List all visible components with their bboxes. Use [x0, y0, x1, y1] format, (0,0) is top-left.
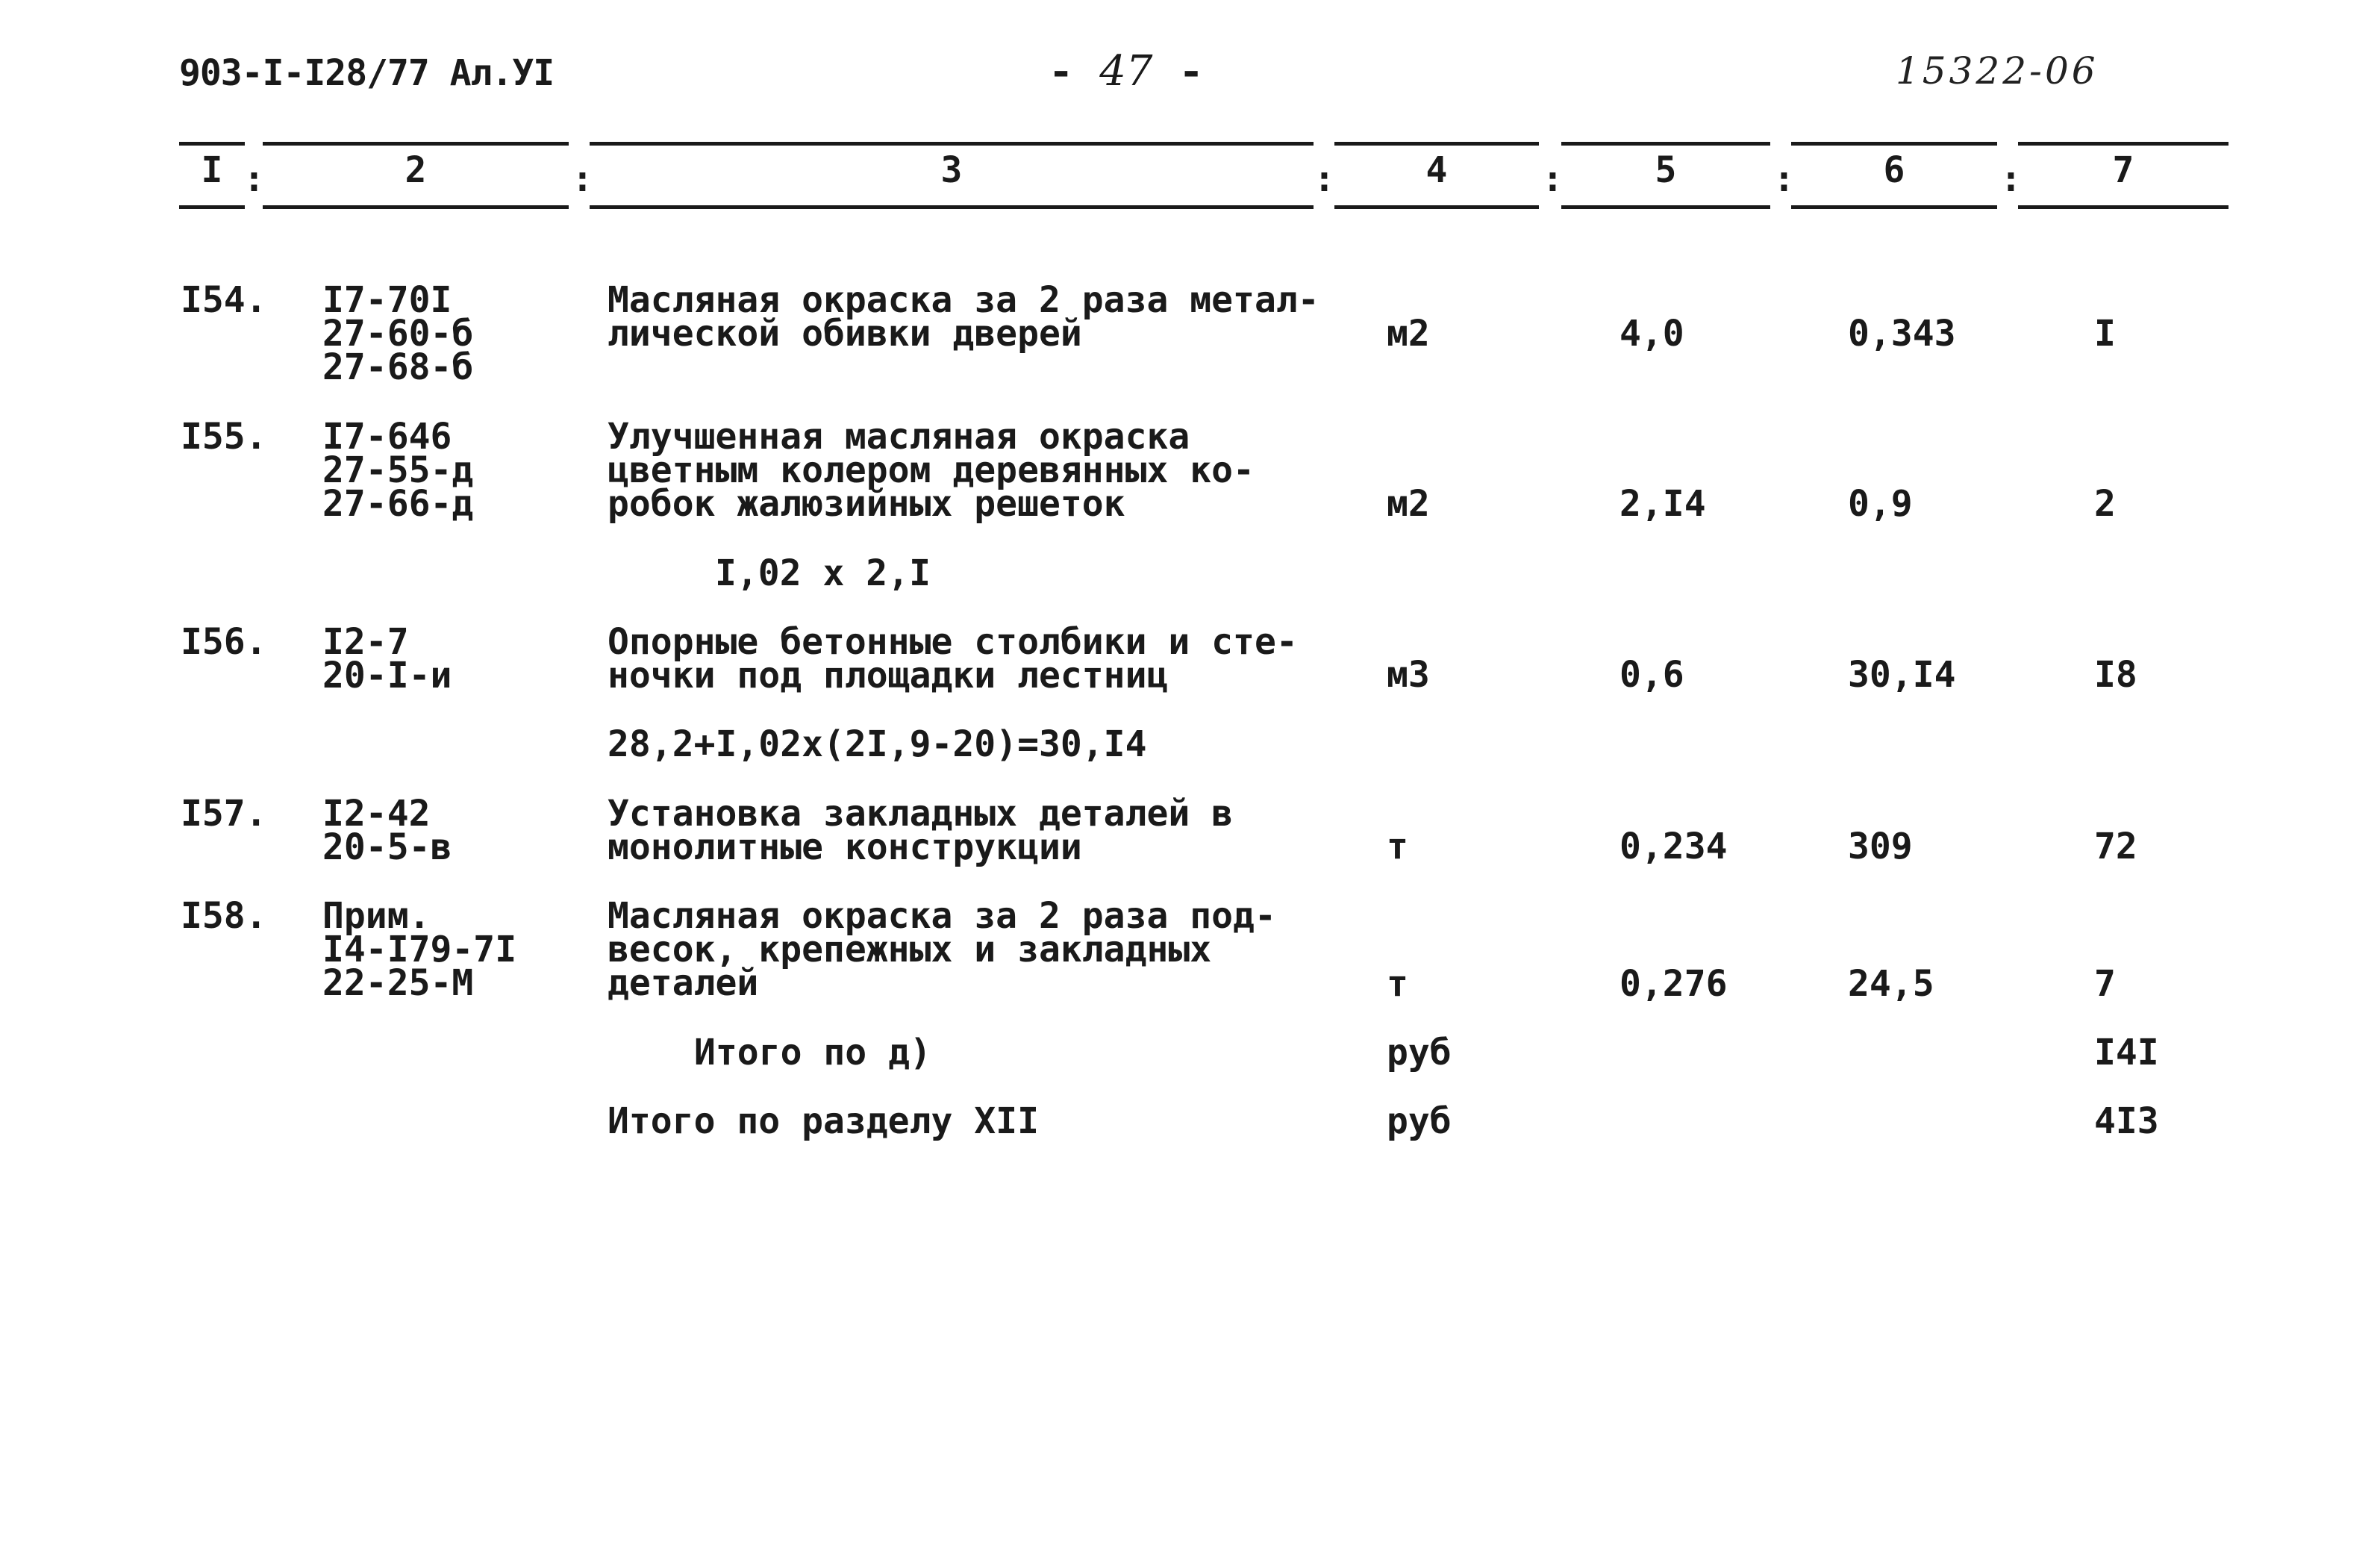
row-unit: м2	[1387, 483, 1430, 525]
column-separator: :	[1542, 158, 1564, 200]
row-code: Прим. I4-I79-7I 22-25-М	[322, 895, 517, 1004]
row-price: 309	[1848, 826, 1913, 867]
column-separator: :	[1773, 158, 1795, 200]
row-calculation: I,02 х 2,I	[715, 552, 931, 594]
document-code: 903-I-I28/77 Ал.УI	[179, 52, 555, 94]
row-total: I	[2094, 313, 2116, 355]
row-number: I54.	[181, 279, 267, 321]
row-unit: т	[1387, 826, 1408, 867]
column-header-3: 3	[590, 142, 1314, 209]
row-code: I7-646 27-55-д 27-66-д	[322, 416, 474, 525]
column-header-7: 7	[2018, 142, 2228, 209]
row-price: 24,5	[1848, 963, 1934, 1005]
row-quantity: 2,I4	[1620, 483, 1706, 525]
row-code: I2-42 20-5-в	[322, 793, 452, 868]
column-header-2: 2	[263, 142, 569, 209]
row-code: I7-70I 27-60-б 27-68-б	[322, 279, 474, 388]
row-description: Масляная окраска за 2 раза под- весок, крепежных и закладных деталей	[608, 895, 1276, 1004]
column-header-5: 5	[1561, 142, 1770, 209]
row-code: I2-7 20-I-и	[322, 621, 452, 696]
row-quantity: 4,0	[1620, 313, 1684, 355]
row-description: Установка закладных деталей в монолитные конструкции	[608, 793, 1234, 868]
subtotal-unit: руб	[1387, 1032, 1452, 1073]
row-description: Улучшенная масляная окраска цветным колером деревянных ко- робок жалюзийных решеток	[608, 416, 1255, 525]
row-quantity: 0,276	[1620, 963, 1728, 1005]
row-number: I56.	[181, 621, 267, 663]
column-separator: :	[1314, 158, 1335, 200]
row-unit: т	[1387, 963, 1408, 1005]
section-total-label: Итого по разделу XII	[608, 1100, 1039, 1142]
row-unit: м2	[1387, 313, 1430, 355]
page-number-value: 47	[1099, 47, 1153, 96]
row-number: I55.	[181, 416, 267, 458]
row-number: I57.	[181, 793, 267, 835]
row-description: Опорные бетонные столбики и сте- ночки под площадки лестниц	[608, 621, 1298, 696]
subtotal-label: Итого по д)	[694, 1032, 931, 1073]
row-description: Масляная окраска за 2 раза метал- лической обивки дверей	[608, 279, 1319, 355]
row-total: 2	[2094, 483, 2116, 525]
column-header-1: I	[179, 142, 245, 209]
row-unit: м3	[1387, 654, 1430, 696]
column-header-4: 4	[1334, 142, 1539, 209]
row-price: 30,I4	[1848, 654, 1956, 696]
row-price: 0,343	[1848, 313, 1956, 355]
page-number: - 47 -	[1052, 46, 1200, 96]
row-calculation: 28,2+I,02х(2I,9-20)=30,I4	[608, 723, 1147, 765]
section-total-unit: руб	[1387, 1100, 1452, 1142]
row-quantity: 0,234	[1620, 826, 1728, 867]
section-total-value: 4I3	[2094, 1100, 2159, 1142]
row-number: I58.	[181, 895, 267, 937]
subtotal-total: I4I	[2094, 1032, 2159, 1073]
column-separator: :	[243, 158, 265, 200]
row-total: 7	[2094, 963, 2116, 1005]
row-quantity: 0,6	[1620, 654, 1684, 696]
column-header-6: 6	[1791, 142, 1997, 209]
column-separator: :	[572, 158, 593, 200]
column-separator: :	[2000, 158, 2022, 200]
row-total: 72	[2094, 826, 2137, 867]
handwritten-mark: 15322-06	[1896, 49, 2099, 93]
row-total: I8	[2094, 654, 2137, 696]
row-price: 0,9	[1848, 483, 1913, 525]
